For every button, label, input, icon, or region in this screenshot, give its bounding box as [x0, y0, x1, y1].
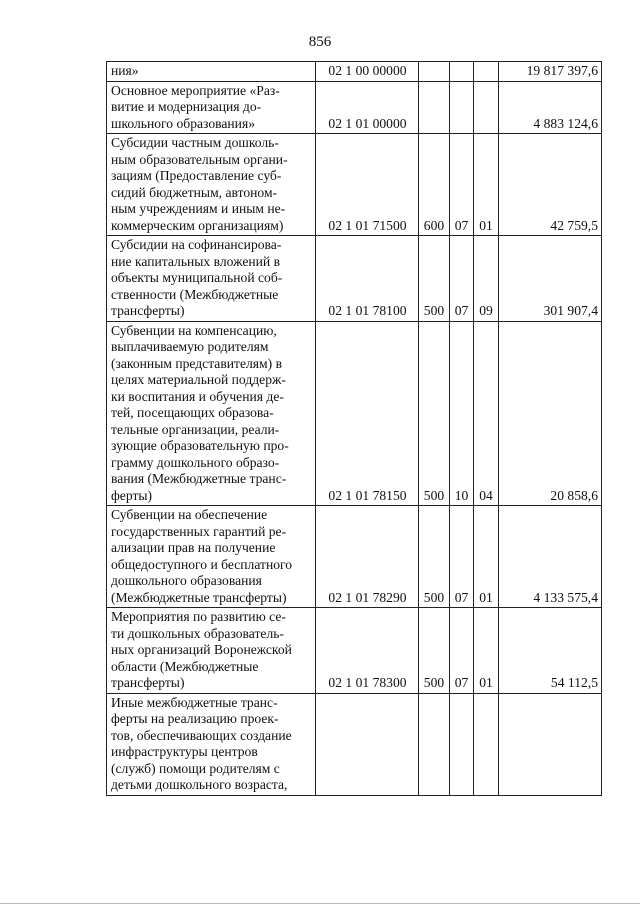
section-code: 07	[450, 608, 474, 694]
expense-type-code: 500	[419, 506, 450, 608]
table-row	[107, 506, 602, 608]
expense-type-code	[419, 62, 450, 82]
amount-value: 20 858,6	[499, 321, 602, 506]
description-line: школьного образования»	[111, 115, 255, 131]
description-line: (Межбюджетные трансферты)	[111, 589, 287, 605]
description-line: коммерческим организациям)	[111, 217, 284, 233]
description-line: трансферты)	[111, 303, 185, 318]
table-row	[107, 236, 602, 322]
description-line: ферты)	[111, 487, 153, 503]
expense-type-code: 500	[419, 321, 450, 506]
description-line: детьми дошкольного возраста,	[111, 777, 288, 792]
description-line: объекты муниципальной соб-	[111, 270, 283, 285]
row-description	[107, 81, 316, 134]
description-line: сидий бюджетным, автоном-	[111, 184, 278, 200]
amount-value: 54 112,5	[499, 608, 602, 694]
description-line: Иные межбюджетные транс-	[111, 694, 278, 710]
subsection-code: 01	[474, 506, 499, 608]
expense-type-code: 500	[419, 236, 450, 322]
description-line: ализации прав на получение	[111, 540, 276, 555]
section-code: 07	[450, 134, 474, 236]
target-article-code: 02 1 00 00000	[316, 62, 419, 82]
amount-value: 301 907,4	[499, 236, 602, 322]
section-code: 10	[450, 321, 474, 506]
table-row	[107, 62, 602, 82]
section-code: 07	[450, 506, 474, 608]
table-row	[107, 608, 602, 694]
subsection-code: 09	[474, 236, 499, 322]
description-line: Субвенции на обеспечение	[111, 507, 268, 522]
table-row	[107, 81, 602, 134]
description-line: государственных гарантий ре-	[111, 523, 287, 539]
row-description	[107, 506, 316, 608]
subsection-code	[474, 693, 499, 795]
description-line: ки воспитания и обучения де-	[111, 388, 284, 404]
table-row	[107, 693, 602, 795]
description-line: Мероприятия по развитию се-	[111, 609, 286, 624]
description-line: зующие образовательную про-	[111, 438, 289, 453]
description-line: тельные организации, реали-	[111, 421, 280, 437]
amount-value: 19 817 397,6	[499, 62, 602, 82]
amount-value: 4 133 575,4	[499, 506, 602, 608]
expense-type-code: 500	[419, 608, 450, 694]
section-code	[450, 693, 474, 795]
expense-type-code	[419, 693, 450, 795]
target-article-code: 02 1 01 78100	[316, 236, 419, 322]
expense-type-code	[419, 81, 450, 134]
row-description	[107, 693, 316, 795]
row-description	[107, 134, 316, 236]
description-line: дошкольного образования	[111, 573, 262, 588]
description-line: ти дошкольных образователь-	[111, 625, 284, 641]
description-line: трансферты)	[111, 675, 185, 690]
description-line: области (Межбюджетные	[111, 658, 259, 674]
description-line: тов, обеспечивающих создание	[111, 727, 292, 743]
description-line: инфраструктуры центров	[111, 744, 258, 759]
amount-value: 42 759,5	[499, 134, 602, 236]
subsection-code: 01	[474, 134, 499, 236]
target-article-code: 02 1 01 78150	[316, 321, 419, 506]
budget-table	[106, 61, 602, 796]
description-line: Субсидии на софинансирова-	[111, 237, 282, 252]
section-code	[450, 62, 474, 82]
description-line: целях материальной поддерж-	[111, 372, 286, 387]
target-article-code	[316, 693, 419, 795]
subsection-code	[474, 81, 499, 134]
amount-value	[499, 693, 602, 795]
subsection-code	[474, 62, 499, 82]
description-line: витие и модернизация до-	[111, 99, 262, 114]
description-line: ным образовательным органи-	[111, 151, 288, 167]
section-code: 07	[450, 236, 474, 322]
amount-value: 4 883 124,6	[499, 81, 602, 134]
description-line: Субвенции на компенсацию,	[111, 322, 277, 338]
description-line: грамму дошкольного образо-	[111, 454, 280, 470]
description-line: общедоступного и бесплатного	[111, 556, 293, 572]
row-description	[107, 321, 316, 506]
description-line: ным учреждениям и иным не-	[111, 201, 286, 216]
description-line: ственности (Межбюджетные	[111, 286, 279, 302]
description-line: ферты на реализацию проек-	[111, 711, 279, 726]
description-line: тей, посещающих образова-	[111, 405, 274, 420]
description-line: зациям (Предоставление суб-	[111, 168, 282, 183]
row-description	[107, 608, 316, 694]
subsection-code: 01	[474, 608, 499, 694]
table-row	[107, 321, 602, 506]
description-line: выплачиваемую родителям	[111, 339, 269, 354]
description-line: ние капитальных вложений в	[111, 253, 280, 269]
subsection-code: 04	[474, 321, 499, 506]
target-article-code: 02 1 01 71500	[316, 134, 419, 236]
description-line: Основное мероприятие «Раз-	[111, 82, 280, 98]
description-line: (служб) помощи родителям с	[111, 760, 280, 776]
target-article-code: 02 1 01 00000	[316, 81, 419, 134]
row-description	[107, 236, 316, 322]
description-line: вания (Межбюджетные транс-	[111, 471, 287, 486]
expense-type-code: 600	[419, 134, 450, 236]
description-line: ных организаций Воронежской	[111, 642, 292, 657]
target-article-code: 02 1 01 78290	[316, 506, 419, 608]
scan-edge-line	[0, 903, 640, 904]
table-row	[107, 134, 602, 236]
description-line: Субсидии частным дошколь-	[111, 135, 279, 150]
description-line: ния»	[111, 63, 139, 78]
page-number: 856	[308, 34, 332, 50]
description-line: (законным представителям) в	[111, 355, 282, 371]
row-description	[107, 62, 316, 82]
section-code	[450, 81, 474, 134]
target-article-code: 02 1 01 78300	[316, 608, 419, 694]
